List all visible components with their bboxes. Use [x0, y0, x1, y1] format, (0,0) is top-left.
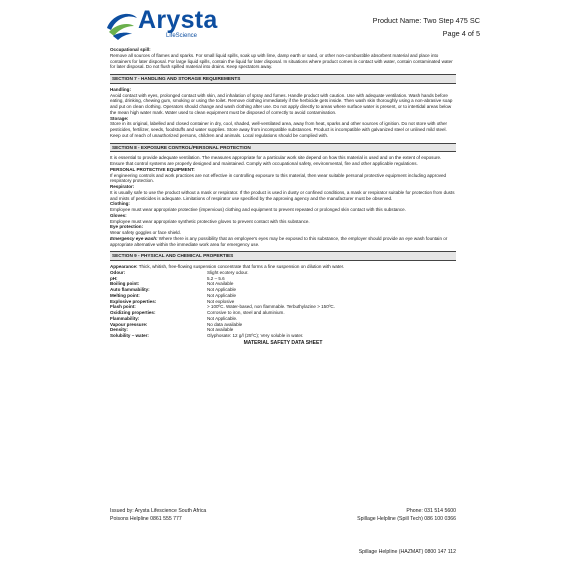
- spill-heading: Occupational spill:: [110, 47, 151, 52]
- property-label: Density:: [110, 327, 128, 333]
- property-label: Odour:: [110, 269, 126, 275]
- clothing-text: Employee must wear appropriate protective (impervious) clothing and equipment to prevent repeated or prolonged skin contact with this substance.: [110, 207, 406, 212]
- property-label: Oxidizing properties:: [110, 310, 156, 315]
- property-value: Not Applicable.: [207, 315, 238, 321]
- property-label: Melting point:: [110, 292, 140, 298]
- gloves-text: Employee must wear appropriate synthetic protective gloves to prevent contact with this substance.: [110, 218, 310, 224]
- arysta-logo: [104, 6, 234, 42]
- appearance-text: Thick, whitish, free-flowing suspension concentrate that forms a fine suspension on dilution with water.: [137, 264, 345, 269]
- ppe-text: If engineering controls and work practices are not effective in controlling exposure to this material, then wear suitable personal protective equipment including approved respiratory protection.: [110, 172, 447, 184]
- property-label: Vapour pressure:: [110, 321, 148, 327]
- exposure-intro: It is essential to provide adequate ventilation. The measures appropriate for a particular work site depend on how this material is used and on the extent of exposure. Ensure that control systems are properly designed and maintained. Comply with occupational safety, environmental, fire and other applicable regulations.: [110, 155, 442, 166]
- eye-protection-text: Wear safety goggles or face shield.: [110, 230, 181, 235]
- property-label: Flash point:: [110, 304, 136, 310]
- property-label: Auto flammability:: [110, 287, 150, 292]
- property-label: Explosive properties:: [110, 298, 157, 304]
- appearance-heading: Appearance:: [110, 264, 138, 269]
- document-body: [110, 47, 456, 347]
- section-8-title: SECTION 8 - EXPOSURE CONTROL/PERSONAL PROTECTION: [110, 143, 456, 153]
- property-label: Flammability:: [110, 315, 140, 321]
- property-value: Not explosive: [207, 298, 235, 304]
- property-label: pH:: [110, 275, 118, 281]
- spill-tech-helpline: Spillage Helpline (Spill Tech) 086 100 0366: [357, 516, 456, 522]
- properties-table: [110, 270, 456, 339]
- property-value: Not Applicable: [207, 287, 237, 292]
- storage-heading: Storage:: [110, 115, 129, 121]
- poisons-helpline: Poisons Helpline 0861 555 777: [110, 516, 182, 522]
- storage-text: Store in its original, labelled and closed container in dry, cool, shaded, well-ventilated area, away from heat, sparks and other sources of ignition. Do not store with other pesticides, fertilizer, seeds, foodstuffs and water supplies. Store away from incompatible substances. Product is incompatible with galvanized steel or unlined mild steel. Keep out of reach of unauthorized persons, children and animals. Local regulations should be complied with.: [110, 121, 448, 138]
- footer-contacts: [110, 508, 456, 524]
- property-label: Solubility – water:: [110, 333, 149, 338]
- property-value: Glyphosate: 12 g/l (25ºC); Very soluble in water.: [207, 333, 304, 338]
- hazmat-helpline: Spillage Helpline (HAZMAT) 0800 147 112: [358, 549, 456, 555]
- spill-text: Remove all sources of flames and sparks. For small liquid spills, soak up with lime, damp earth or sand, or other non-combustible absorbent material and place into containers for later disposal. For large liquid spills, contain the liquid for later disposal. In situations where product comes in contact with water, contain contaminated water for later disposal. Do not flush spilled material into drains. Keep spectators away.: [110, 52, 453, 70]
- brand-subtitle: LifeScience: [166, 33, 198, 39]
- property-value: Corrosive to iron, steel and aluminium.: [207, 310, 285, 315]
- product-name: Product Name: Two Step 475 SC: [372, 16, 480, 25]
- respirator-text: It is usually safe to use the product without a mask or respirator. If the product is used in dusty or confined conditions, a mask or respirator suitable for protection from dusts and mists of pesticides is adequate. Limitations of respirator use specified by the approving agency and the manufacturer must be observed.: [110, 189, 455, 201]
- eye-wash-heading: Emergency eye wash:: [110, 235, 158, 241]
- swirl-logo-icon: [104, 6, 140, 42]
- section-7-title: SECTION 7 - HANDLING AND STORAGE REQUIREMENTS: [110, 74, 456, 84]
- issued-by: Issued by: Arysta Lifescience South Africa: [110, 508, 207, 514]
- footer-title: MATERIAL SAFETY DATA SHEET: [243, 339, 323, 346]
- property-value: No data available: [207, 321, 243, 327]
- property-value: Not Applicable: [207, 292, 237, 298]
- respirator-heading: Respirator:: [110, 184, 135, 189]
- eye-wash-paragraph: [110, 236, 456, 248]
- brand-name: Arysta: [138, 6, 218, 34]
- property-value: 5.2 – 5.6: [207, 275, 225, 281]
- handling-heading: Handling:: [110, 86, 131, 92]
- property-label: Boiling point:: [110, 281, 140, 287]
- property-value: > 100ºC. Water-based, non flammable. Terbuthylazine > 150ºC.: [207, 304, 335, 310]
- section-9-title: SECTION 9 - PHYSICAL AND CHEMICAL PROPERTIES: [110, 251, 456, 261]
- gloves-heading: Gloves:: [110, 212, 127, 218]
- header-info: [373, 14, 480, 40]
- footer-hazmat: [110, 549, 456, 557]
- clothing-heading: Clothing:: [110, 201, 130, 207]
- property-value: Not available: [207, 327, 234, 333]
- handling-text: Avoid contact with eyes, prolonged contact with skin, and inhalation of spray and fumes. Handle product with caution. Use with adequate ventilation. Wash hands before eating, drinking, chewing gum, smoking or using the toilet. Remove clothing immediately if the herbicide gets inside. Then wash skin thoroughly using a non-abrasive soap and put on clean clothing. Operators should change and wash clothing after use. Do not apply directly to areas where surface water is present, or to intertidal areas below the mean high water mark. Water used to clean equipment must be disposed of correctly to avoid contamination.: [110, 92, 453, 115]
- eye-protection-heading: Eye protection:: [110, 224, 144, 230]
- phone-number: Phone: 031 514 5600: [406, 508, 456, 514]
- property-value: Slight ecotery odour.: [207, 269, 249, 275]
- eye-wash-text: Where there is any possibility that an employee's eyes may be exposed to this substance, the employer should provide an eye wash fountain or appropriate alternative within the immediate work area for emergency use.: [110, 235, 448, 247]
- page-number: Page 4 of 5: [442, 29, 480, 38]
- property-value: Not Available: [207, 281, 234, 287]
- ppe-heading: PERSONAL PROTECTIVE EQUIPMENT:: [110, 166, 195, 172]
